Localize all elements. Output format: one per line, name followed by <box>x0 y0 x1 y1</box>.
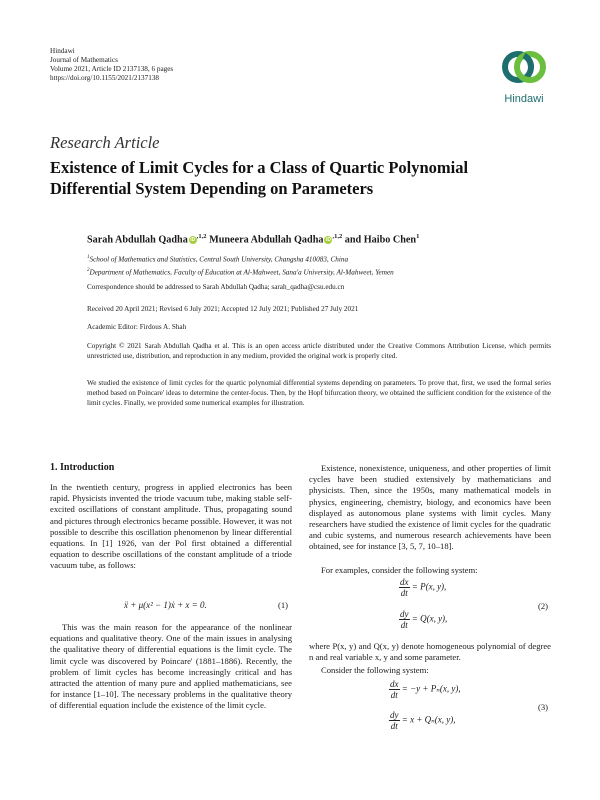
equation-1: ẍ + μ(x² − 1)ẋ + x = 0. <box>124 600 207 610</box>
orcid-icon[interactable]: iD <box>325 237 331 244</box>
author-list <box>87 233 419 245</box>
correspondence: Correspondence should be addressed to Sarah Abdullah Qadha; sarah_qadha@csu.edu.cn <box>87 283 345 291</box>
hindawi-logo <box>494 46 554 105</box>
publication-dates: Received 20 April 2021; Revised 6 July 2021; Accepted 12 July 2021; Published 27 July 2021 <box>87 305 359 313</box>
article-type: Research Article <box>50 133 160 152</box>
left-column-para-1: In the twentieth century, progress in applied electronics has been rapid. Physicists invented the triode vacuum tube, making stable self-excited oscillations of constant amplitude. Thus, propagating sound and pictures through electronics became possible. However, it was not possible to describe this oscillation phenomenon by linear differential equations. In [1] 1926, van der Pol first obtained a differential equation to describe oscillations of the constant amplitude of a triode vacuum tube, as follows: <box>50 482 292 571</box>
right-column-para-4: Consider the following system: <box>321 665 429 675</box>
section-heading: 1. Introduction <box>50 462 115 473</box>
volume-line: Volume 2021, Article ID 2137138, 6 pages <box>50 65 174 73</box>
right-column-para-1: Existence, nonexistence, uniqueness, and other properties of limit cycles have been studied extensively by mathematicians and physicists. Then, since the 1950s, many mathematical models in physics, engineering, chemistry, biology, and economics have been displayed as autonomous plane systems with limit cycles. Many researchers have studied the existence of limit cycles for the quadratic and cubic systems, and numerous research achievements have been obtained, see for instance [3, 5, 7, 10–18]. <box>309 463 551 552</box>
journal-name: Journal of Mathematics <box>50 56 118 64</box>
author-affil-sup: ,1,2 <box>196 233 207 240</box>
title-line-1: Existence of Limit Cycles for a Class of Quartic Polynomial <box>50 158 469 177</box>
publisher-name: Hindawi <box>50 47 75 55</box>
affiliations <box>87 252 557 279</box>
copyright-notice: Copyright © 2021 Sarah Abdullah Qadha et al. This is an open access article distributed under the Creative Commons Attribution License, which permits unrestricted use, distribution, and reproduction in any medium, provided the original work is properly cited. <box>87 342 551 360</box>
hindawi-logo-icon <box>498 46 550 88</box>
equation-2-line-2: $\frac{dy}{dt}$ = Q(x, y), <box>400 609 448 630</box>
affiliation-2: $^2$Department of Mathematics, Faculty of Education at Al-Mahweet, Sana'a University, Al-Mahweet, Yemen <box>87 268 394 277</box>
author-name: Sarah Abdullah Qadha <box>87 234 188 246</box>
title-line-2: Differential System Depending on Parameters <box>50 179 374 198</box>
article-title <box>50 157 550 199</box>
right-column-para-3: where P(x, y) and Q(x, y) denote homogeneous polynomial of degree n and real variable x, y and some parameter. <box>309 641 551 663</box>
author-name: and Haibo Chen <box>344 234 417 246</box>
equation-number: (1) <box>278 600 289 610</box>
author-name: Muneera Abdullah Qadha <box>209 234 324 246</box>
orcid-icon[interactable]: iD <box>190 237 196 244</box>
right-column-para-2: For examples, consider the following system: <box>321 565 478 575</box>
left-column-para-2: This was the main reason for the appearance of the nonlinear equations and qualitative theory. One of the main issues in analysing the qualitative theory of differential equations is the limit cycle. The limit cycle was discovered by Poincare' (1881–1886). Recently, the problem of limit cycles has become increasingly critical and has attracted the attention of many pure and applied mathematicians, see for instance [1–10]. The necessary problems in the qualitative theory of differential equation include the existence of the limit cycle. <box>50 622 292 711</box>
abstract: We studied the existence of limit cycles for the quartic polynomial differential systems depending on parameters. To prove that, first, we used the formal series method based on Poincare' ideas to determine the center-focus. Then, by the Hopf bifurcation theory, we obtained the sufficient condition for the existence of the limit cycles. Finally, we provided some numerical examples for illustration. <box>87 379 551 407</box>
hindawi-logo-text: Hindawi <box>504 93 544 105</box>
author-affil-sup: 1 <box>416 233 420 240</box>
academic-editor: Academic Editor: Firdous A. Shah <box>87 323 187 331</box>
equation-3-line-2: $\frac{dy}{dt}$ = x + Qₙ(x, y), <box>390 710 456 731</box>
equation-3-line-1: $\frac{dx}{dt}$ = −y + Pₙ(x, y), <box>390 679 461 700</box>
affiliation-1: $^1$School of Mathematics and Statistics, Central South University, Changsha 410083, China <box>87 255 349 264</box>
equation-number: (2) <box>538 601 549 611</box>
equation-number: (3) <box>538 702 549 712</box>
doi-link[interactable]: https://doi.org/10.1155/2021/2137138 <box>50 74 160 82</box>
equation-2-line-1: $\frac{dx}{dt}$ = P(x, y), <box>400 577 447 598</box>
journal-header <box>50 47 173 83</box>
author-affil-sup: ,1,2 <box>332 233 343 240</box>
